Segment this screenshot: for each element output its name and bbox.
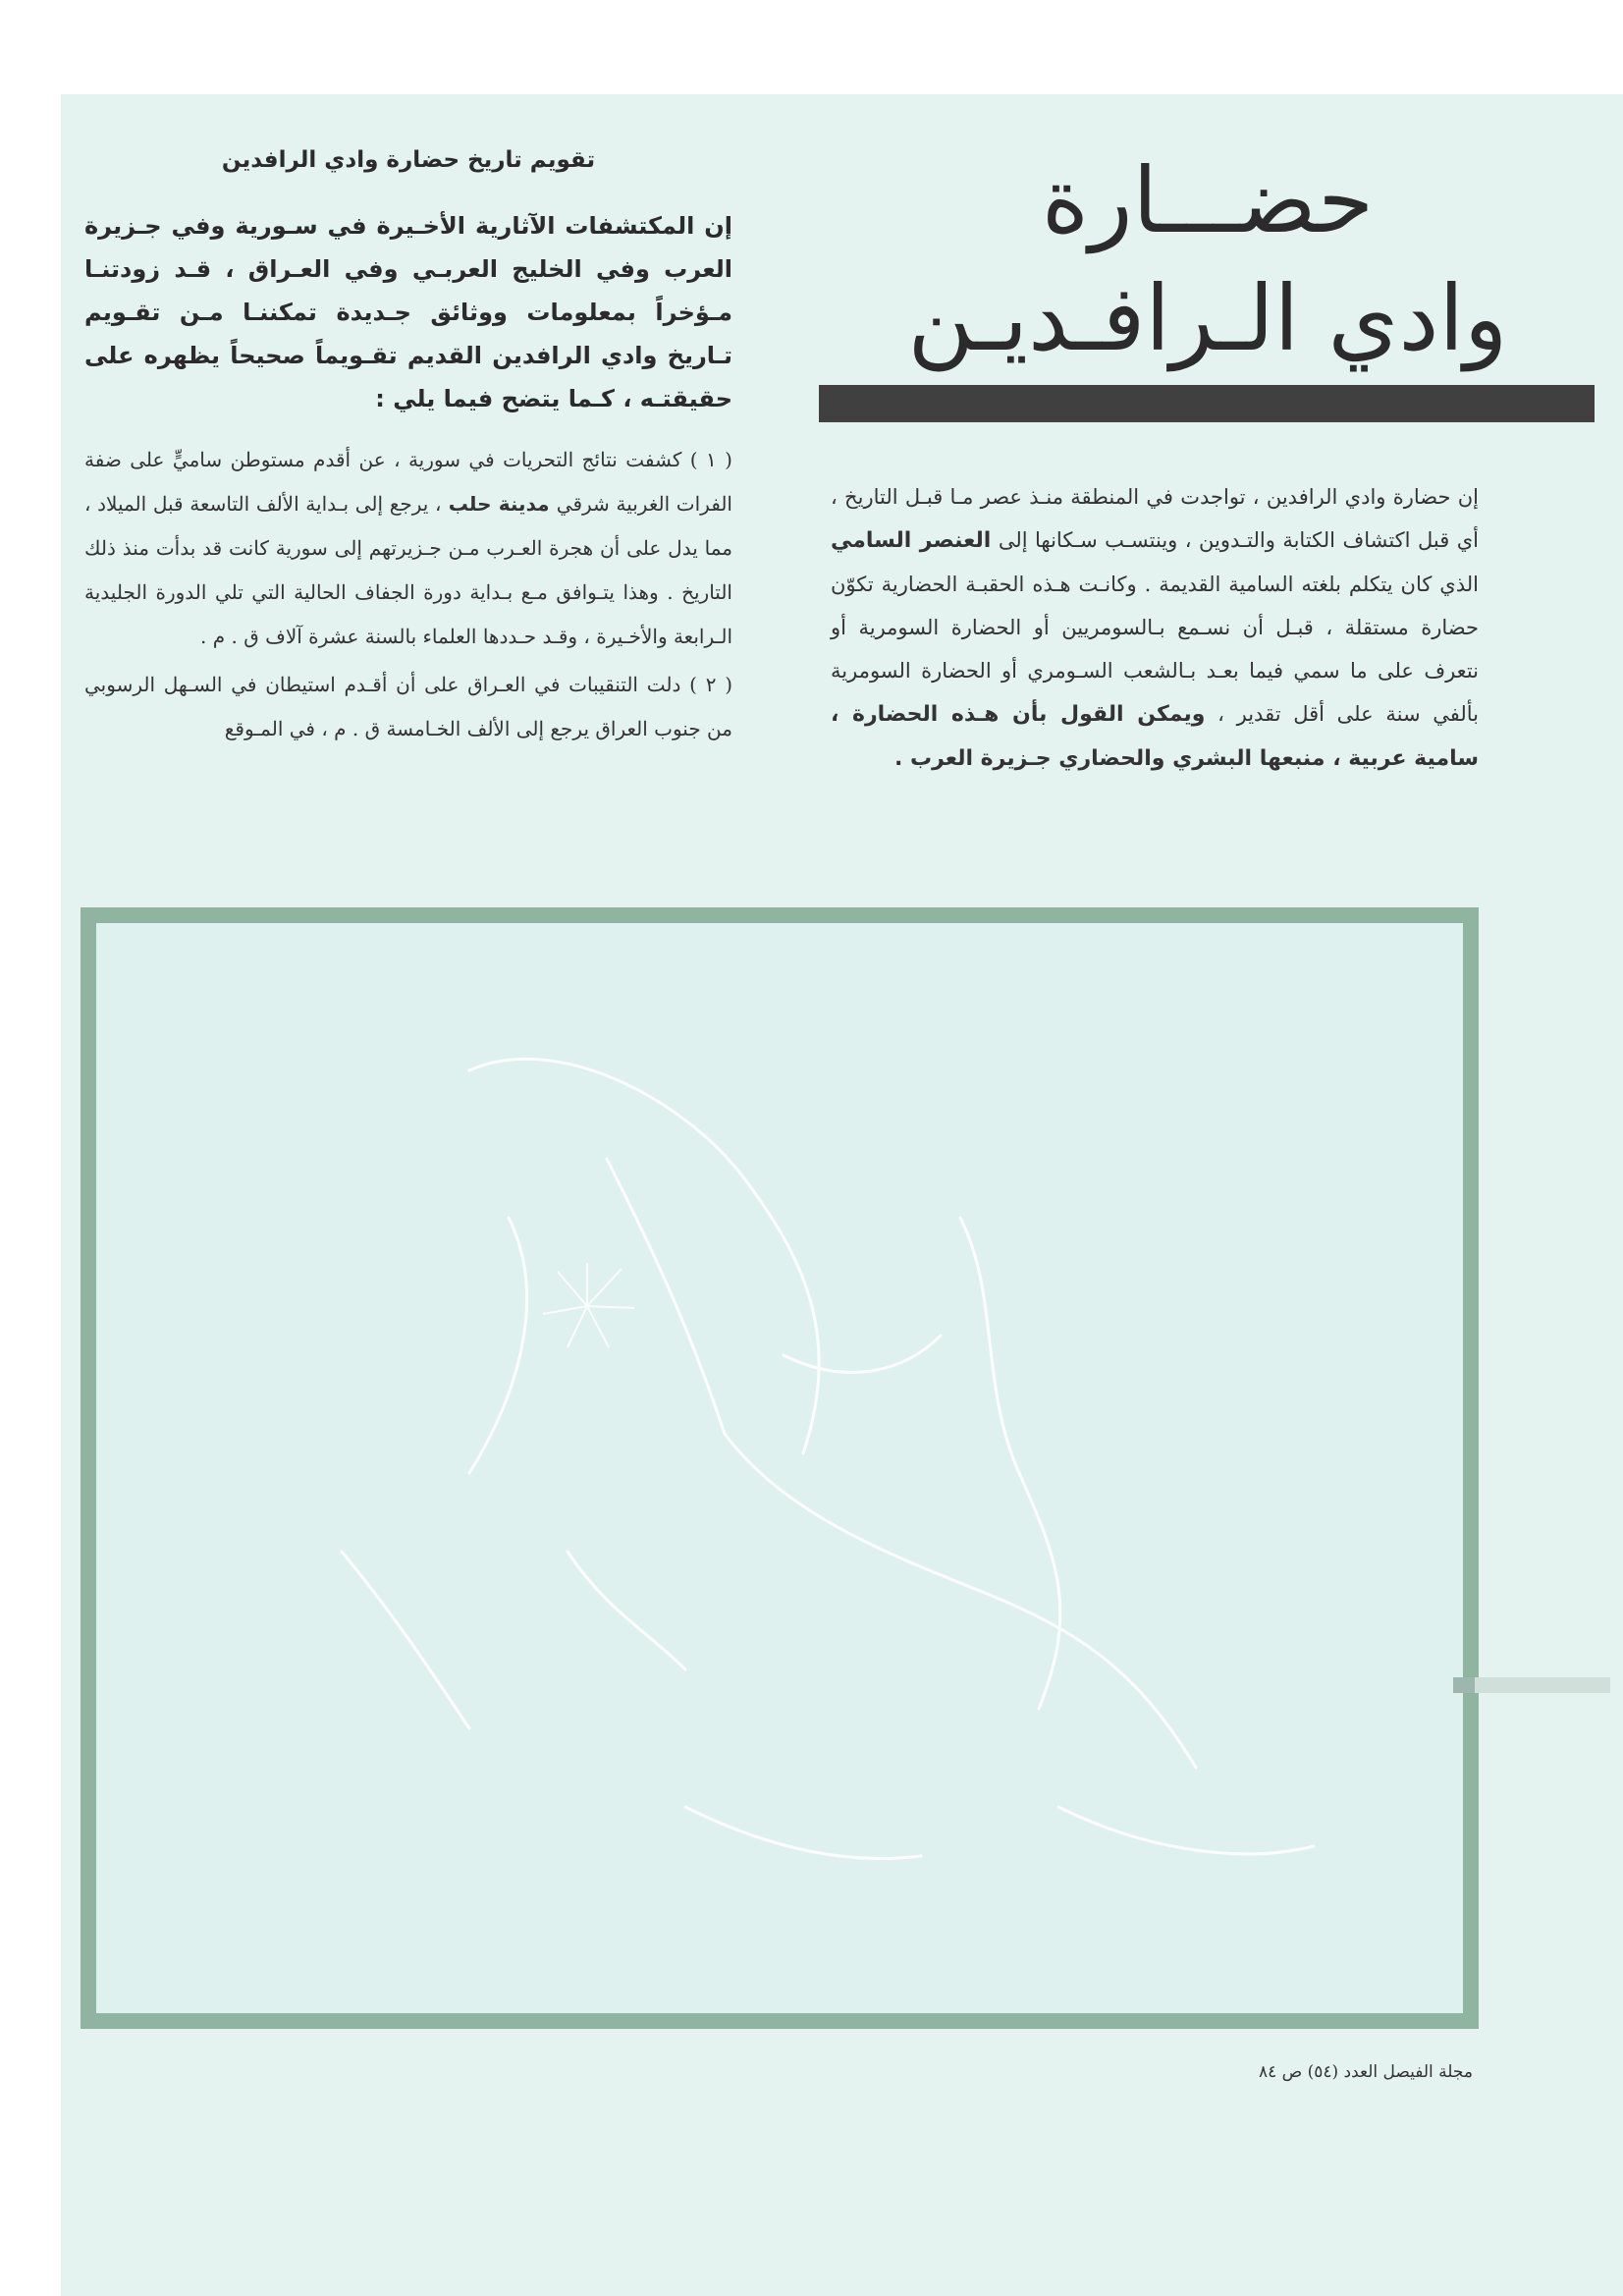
page-edge-mark [1453, 1677, 1610, 1693]
title-line-1: حضـــارة [1041, 148, 1375, 253]
article-title [825, 142, 1591, 378]
intro-text-1: إن حضارة وادي الرافدين ، تواجدت في المنطقة منـذ عصر مـا قبـل التاريخ ، أي قبل اكتشاف الكتابة والتـدوين ، وينتسـب سـكانها إلى [831, 485, 1479, 552]
intro-paragraph [831, 475, 1479, 781]
intro-text-2: الذي كان يتكلم بلغته السامية القديمة . وكانـت هـذه الحقبـة الحضارية تكوّن حضارة مستقلة ، قبـل أن نسـمع بـالسومريين أو الحضارة السومرية أو نتعرف على ما سمي فيما بعـد بـالشعب السـومري أو الحضارة السومرية بألفي سنة على أقل تقدير ، [831, 573, 1479, 726]
lead-paragraph: إن المكتشفات الآثارية الأخـيرة في سـورية وفي جـزيرة العرب وفي الخليج العربـي وفي العـراق ، قـد زودتنـا مـؤخراً بمعلومات ووثائق جـديدة تمكننـا مـن تقـويم تـاريخ وادي الرافدين القديم تقـويماً صحيحاً يظهره على حقيقتـه ، كـما يتضح فيما يلي : [84, 212, 732, 412]
intro-bold-2: ويمكن القول بأن هـذه الحضارة ، سامية عربية ، منبعها البشري والحضاري جـزيرة العرب . [831, 702, 1479, 771]
note-1-text-b: ، يرجع إلى بـداية الألف التاسعة قبل الميلاد ، مما يدل على أن هجرة العـرب مـن جـزيرتهم إلى سورية كانت قد بدأت منذ ذلك التاريخ . وهذا يتـوافق مـع بـداية دورة الجفاف الحالية التي تلي الدورة الجليدية الـرابعة والأخـيرة ، وقـد حـددها العلماء بالسنة عشرة آلاف ق . م . [84, 492, 732, 648]
title-underline-bar [819, 385, 1595, 422]
note-1 [84, 438, 732, 659]
page-edge-mark-dark [1453, 1677, 1475, 1693]
note-1-text-a: ( ١ ) كشفت نتائج التحريات في سورية ، عن أقدم مستوطن ساميٍّ على ضفة الفرات الغربية شرقي [84, 448, 732, 516]
left-column [84, 147, 732, 755]
illustration-frame [81, 907, 1479, 2029]
faded-illustration [96, 923, 1463, 2013]
note-1-bold: مدينة حلب [441, 492, 557, 516]
intro-bold-1: العنصر السامي [831, 528, 992, 553]
title-line-2: وادي الـرافـديـن [907, 266, 1508, 371]
note-2: ( ٢ ) دلت التنقيبات في العـراق على أن أقـدم استيطان في السـهل الرسوبي من جنوب العراق يرجع إلى الألف الخـامسة ق . م ، في المـوقع [84, 673, 732, 740]
page-citation: مجلة الفيصل العدد (٥٤) ص ٨٤ [1258, 2062, 1473, 2082]
section-heading: تقويم تاريخ حضارة وادي الرافدين [221, 147, 596, 173]
